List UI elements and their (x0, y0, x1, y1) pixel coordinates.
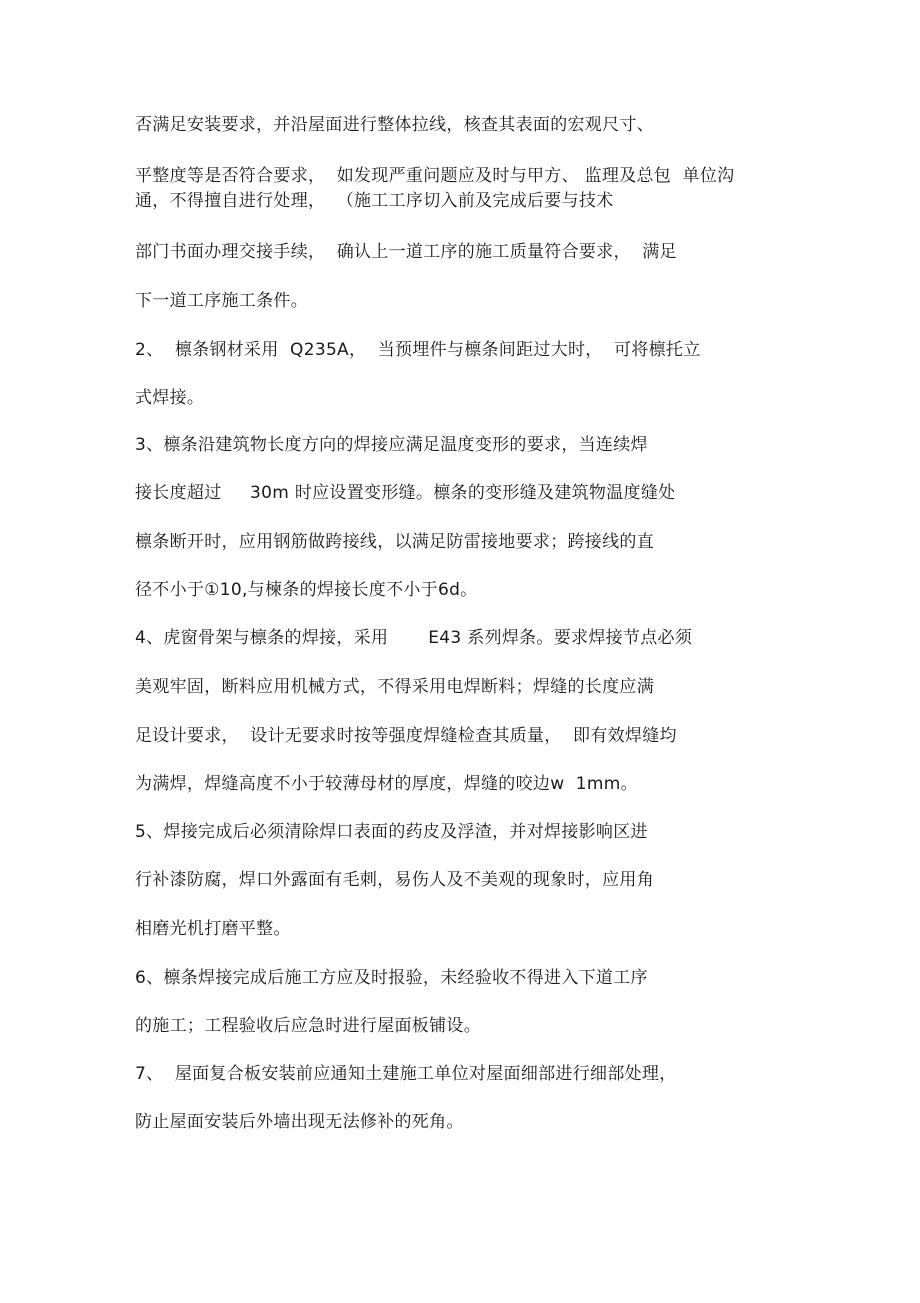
text-line: 否满足安装要求，并沿屋面进行整体拉线，核查其表面的宏观尺寸、 (135, 115, 654, 135)
text-line: 式焊接。 (135, 388, 205, 408)
text-line: 防止屋面安装后外墙出现无法修补的死角。 (135, 1112, 464, 1132)
text-line: 的施工；工程验收后应急时进行屋面板铺设。 (135, 1016, 481, 1036)
text-line: 5、焊接完成后必须清除焊口表面的药皮及浮渣，并对焊接影响区进 (135, 822, 648, 842)
text-line: 相磨光机打磨平整。 (135, 919, 291, 939)
text-line: 6、檩条焊接完成后施工方应及时报验，未经验收不得进入下道工序 (135, 968, 648, 988)
text-line: 足设计要求， 设计无要求时按等强度焊缝检查其质量， 即有效焊缝均 (135, 726, 677, 746)
text-line: 下一道工序施工条件。 (135, 291, 308, 311)
text-line: 2、 檩条钢材采用 Q235A， 当预埋件与檩条间距过大时， 可将檩托立 (135, 340, 701, 360)
text-line: 平整度等是否符合要求， 如发现严重问题应及时与甲方、 监理及总包 单位沟 (135, 166, 735, 186)
text-line: 接长度超过 30m 时应设置变形缝。檩条的变形缝及建筑物温度缝处 (135, 483, 676, 503)
text-line: 通，不得擅自进行处理， （施工工序切入前及完成后要与技术 (135, 191, 614, 211)
text-line: 径不小于①10,与楝条的焊接长度不小于6d。 (135, 580, 478, 600)
text-line: 美观牢固，断料应用机械方式，不得采用电焊断料；焊缝的长度应满 (135, 677, 654, 697)
text-line: 檩条断开时，应用钢筋做跨接线，以满足防雷接地要求；跨接线的直 (135, 532, 654, 552)
text-line: 3、檩条沿建筑物长度方向的焊接应满足温度变形的要求，当连续焊 (135, 435, 648, 455)
text-line: 为满焊，焊缝高度不小于较薄母材的厚度，焊缝的咬边w 1mm。 (135, 774, 638, 794)
text-line: 4、虎窗骨架与檩条的焊接，采用 E43 系列焊条。要求焊接节点必须 (135, 628, 693, 648)
text-line: 7、 屋面复合板安装前应通知土建施工单位对屋面细部进行细部处理， (135, 1064, 677, 1084)
text-line: 部门书面办理交接手续， 确认上一道工序的施工质量符合要求， 满足 (135, 242, 677, 262)
text-line: 行补漆防腐，焊口外露面有毛刺，易伤人及不美观的现象时，应用角 (135, 870, 654, 890)
